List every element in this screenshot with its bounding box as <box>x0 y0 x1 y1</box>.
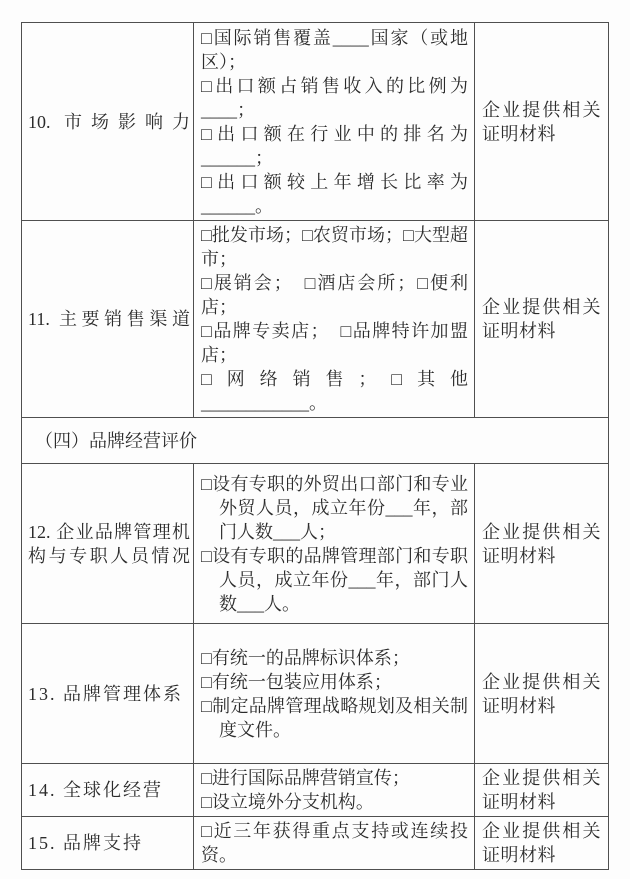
table-row-12 <box>22 464 609 624</box>
row-12-evidence-cell: 企业提供相关证明材料 <box>475 464 609 624</box>
table-row-11 <box>22 221 609 418</box>
table-row-13 <box>22 624 609 764</box>
checkbox-option: □近三年获得重点支持或连续投资。 <box>201 821 468 865</box>
row-10-label-cell <box>22 23 194 221</box>
checkbox-option: □品牌专卖店； □品牌特许加盟店； <box>201 321 468 365</box>
row-13-label-cell <box>22 624 194 764</box>
row-14-criteria-cell <box>194 764 475 817</box>
section-header-row <box>22 418 609 464</box>
row-13-criteria-cell <box>194 624 475 764</box>
row-11-label-cell <box>22 221 194 418</box>
row-12-label-cell <box>22 464 194 624</box>
checkbox-option: □有统一的品牌标识体系； <box>201 647 410 668</box>
checkbox-option: □设有专职的外贸出口部门和专业外贸人员，成立年份___年，部门人数___人； <box>201 473 468 542</box>
brand-evaluation-table <box>21 22 609 870</box>
checkbox-option: □设有专职的品牌管理部门和专职人员，成立年份___年，部门人数___人。 <box>201 545 468 614</box>
checkbox-option: □网络销售；□其他____________。 <box>201 369 468 413</box>
section-header: （四）品牌经营评价 <box>22 418 609 464</box>
checkbox-option: □展销会； □酒店会所；□便利店； <box>201 273 468 317</box>
row-15-evidence-cell: 企业提供相关证明材料 <box>475 817 609 870</box>
row-14-label-cell <box>22 764 194 817</box>
checkbox-option: □出口额占销售收入的比例为____； <box>201 75 468 120</box>
checkbox-option: □出口额较上年增长比率为______。 <box>201 171 468 216</box>
checkbox-option: □国际销售覆盖____国家（或地区）； <box>201 27 468 72</box>
row-14-label: 14. 全球化经营 <box>28 780 163 800</box>
checkbox-option: □进行国际品牌营销宣传； <box>201 768 410 788</box>
table-row-10 <box>22 23 609 221</box>
checkbox-option: □有统一包装应用体系； <box>201 671 392 692</box>
row-15-label: 15. 品牌支持 <box>28 833 143 853</box>
row-14-evidence-cell: 企业提供相关证明材料 <box>475 764 609 817</box>
row-12-criteria-cell <box>194 464 475 624</box>
row-13-evidence-cell: 企业提供相关证明材料 <box>475 624 609 764</box>
checkbox-option: □设立境外分支机构。 <box>201 792 374 812</box>
row-10-criteria-cell <box>194 23 475 221</box>
table-row-14 <box>22 764 609 817</box>
table-row-15 <box>22 817 609 870</box>
row-13-label: 13. 品牌管理体系 <box>28 683 183 704</box>
row-10-label: 10. 市场影响力 <box>28 111 190 132</box>
checkbox-option: □批发市场；□农贸市场；□大型超市； <box>201 225 468 269</box>
row-11-label: 11. 主要销售渠道 <box>28 309 190 329</box>
checkbox-option: □出口额在行业中的排名为______； <box>201 123 468 168</box>
row-11-evidence-cell: 企业提供相关证明材料 <box>475 221 609 418</box>
checkbox-option: □制定品牌管理战略规划及相关制度文件。 <box>201 695 468 740</box>
row-15-criteria-cell <box>194 817 475 870</box>
row-10-evidence-cell: 企业提供相关证明材料 <box>475 23 609 221</box>
row-12-label: 12. 企业品牌管理机构与专职人员情况 <box>28 521 190 566</box>
row-11-criteria-cell <box>194 221 475 418</box>
row-15-label-cell <box>22 817 194 870</box>
